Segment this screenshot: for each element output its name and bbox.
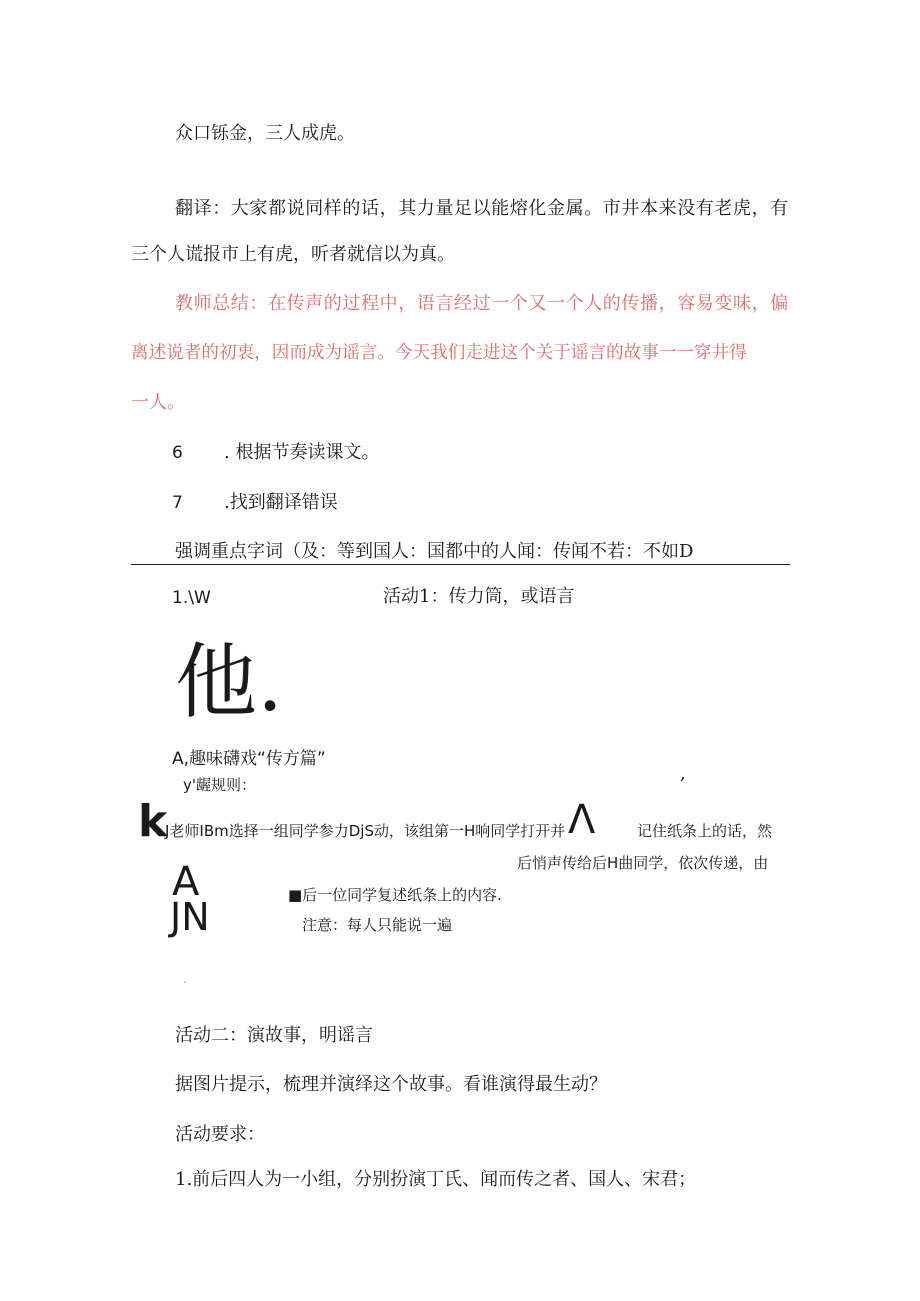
letter-a: A (172, 859, 200, 905)
letter-k: k (138, 796, 168, 847)
rules-line-1-end: 记住纸条上的话，然 (637, 822, 773, 840)
requirement-1: 1.前后四人为一小组，分别扮演丁氏、闻而传之者、国人、宋君； (175, 1169, 697, 1190)
rules-note: 注意：每人只能说一遍 (302, 916, 453, 934)
translation-line-2: 三个人谎报市上有虎，听者就信以为真。 (131, 244, 455, 265)
item-7-number: 7 (172, 493, 183, 513)
lambda-glyph: Λ (568, 797, 596, 843)
letters-jn: JN (170, 895, 210, 939)
translation-line-1 (175, 198, 787, 220)
teacher-summary-line-3: 一人。 (131, 392, 185, 413)
emphasis-words: 强调重点字词（及：等到国人：国都中的人闻：传闻不若：不如D (175, 541, 694, 562)
rules-line-2: 后悄声传给后H曲同学，依次传递，由 (517, 854, 769, 872)
stray-dot: . (183, 972, 187, 986)
activity-2-description: 据图片提示，梳理并演绎这个故事。看谁演得最生动？ (175, 1074, 607, 1095)
teacher-summary-line-2: 离述说者的初衷，因而成为谣言。今天我们走进这个关于谣言的故事一一穿井得 (131, 343, 747, 363)
translation-text: 翻译：大家都说同样的话，其力量足以能熔化金属。市井本来没有老虎，有 (175, 198, 789, 219)
paragraph-proverb: 众口铄金，三人成虎。 (175, 123, 355, 144)
activity-1-title: 活动1：传力筒，或语言 (383, 586, 575, 607)
game-rules-label: y'龌规则： (183, 776, 257, 794)
big-character: 他. (175, 635, 284, 730)
requirements-label: 活动要求： (175, 1124, 265, 1145)
teacher-summary-line-1: 教师总结：在传声的过程中，语言经过一个又一个人的传播，容易变味，偏 (175, 293, 789, 314)
item-1w: 1.\W (172, 588, 211, 608)
stray-comma: , (680, 763, 686, 784)
item-7-text: .找到翻译错误 (224, 492, 338, 513)
divider-line (131, 564, 790, 565)
rules-line-1: J老师IBm选择一组同学参力DjS动，该组第一H响同学打开并 (165, 822, 566, 840)
activity-2-title: 活动二：演故事，明谣言 (175, 1025, 373, 1046)
rules-line-3: ■后一位同学复述纸条上的内容. (288, 886, 502, 904)
item-6-number: 6 (172, 443, 183, 463)
game-title: A,趣味礴戏“传方篇” (172, 749, 326, 769)
item-6-text: . 根据节奏读课文。 (224, 442, 380, 463)
